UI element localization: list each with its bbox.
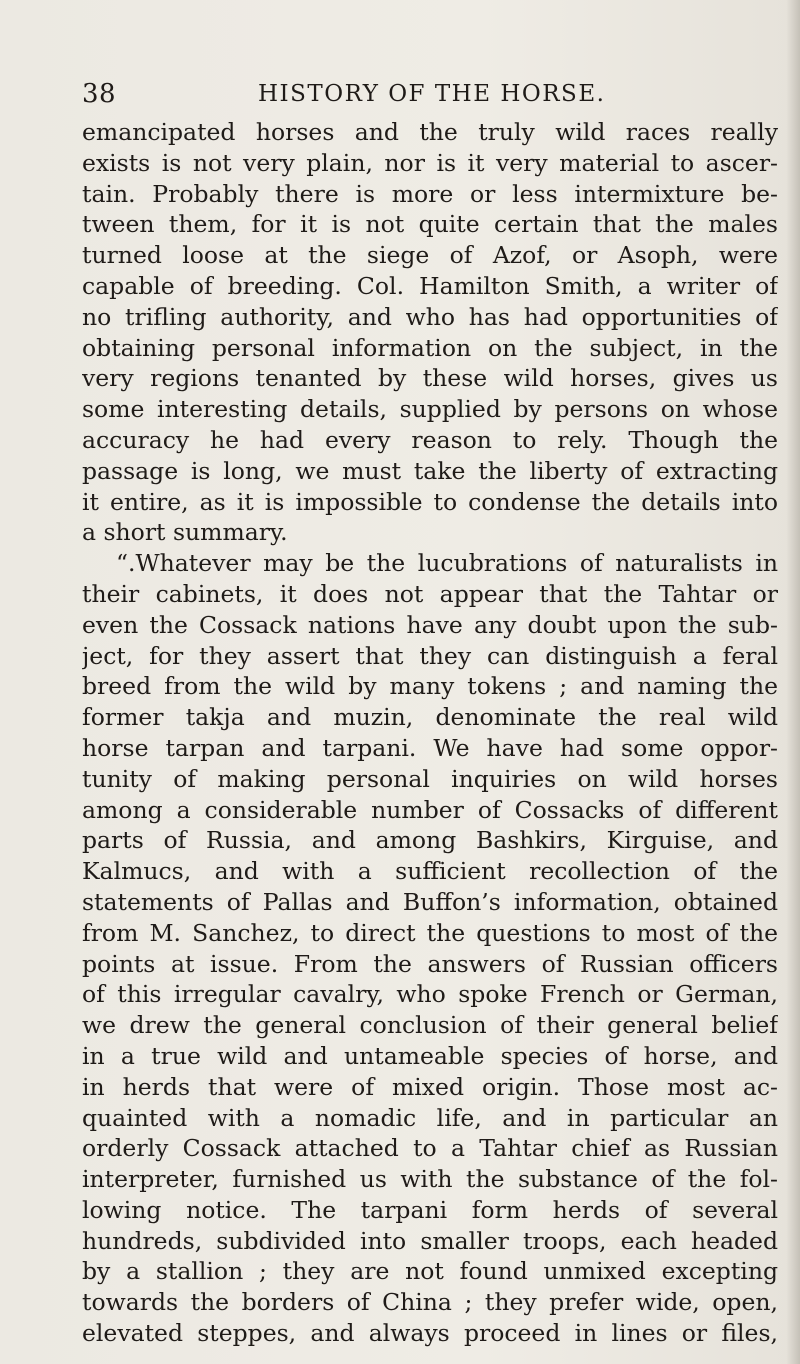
text-line: tain. Probably there is more or less intermixture be- [82,179,778,208]
text-line: tween them, for it is not quite certain that the males [82,210,778,239]
text-line: exists is not very plain, nor is it very material to ascer- [82,148,778,177]
text-line: points at issue. From the answers of Russian officers [82,949,778,978]
body-text [82,117,778,1349]
text-line-paragraph-end: a short summary. [82,518,288,547]
text-line: quainted with a nomadic life, and in particular an [82,1103,778,1132]
text-line: their cabinets, it does not appear that the Tahtar or [82,579,778,608]
running-head: HISTORY OF THE HORSE. [258,81,606,107]
text-line: horse tarpan and tarpani. We have had some oppor- [82,733,778,762]
text-line: hundreds, subdivided into smaller troops, each headed [82,1226,778,1255]
text-line: by a stallion ; they are not found unmixed excepting [82,1257,778,1286]
text-line: from M. Sanchez, to direct the questions to most of the [82,918,778,947]
text-line: elevated steppes, and always proceed in lines or files, [82,1319,778,1348]
page-header [82,76,722,112]
text-line: Kalmucs, and with a sufficient recollection of the [82,857,778,886]
text-line: even the Cossack nations have any doubt upon the sub- [82,610,778,639]
text-line: no trifling authority, and who has had opportunities of [82,302,778,331]
text-line: in herds that were of mixed origin. Those most ac- [82,1072,778,1101]
text-line: accuracy he had every reason to rely. Though the [82,425,778,454]
text-line: turned loose at the siege of Azof, or Asoph, were [82,241,778,270]
text-line: breed from the wild by many tokens ; and naming the [82,672,778,701]
text-line: we drew the general conclusion of their general belief [82,1011,778,1040]
text-line: of this irregular cavalry, who spoke French or German, [82,980,778,1009]
text-line: lowing notice. The tarpani form herds of several [82,1195,778,1224]
text-line: emancipated horses and the truly wild races really [82,118,778,146]
text-line: parts of Russia, and among Bashkirs, Kirguise, and [82,826,778,855]
text-line-paragraph-start: “.Whatever may be the lucubrations of naturalists in [116,549,778,578]
text-line: capable of breeding. Col. Hamilton Smith, a writer of [82,271,778,300]
text-line: orderly Cossack attached to a Tahtar chief as Russian [82,1134,778,1163]
text-line: very regions tenanted by these wild horses, gives us [82,364,778,393]
text-line: statements of Pallas and Buffon’s information, obtained [82,887,778,916]
page-edge-shadow [786,0,800,1364]
text-line: towards the borders of China ; they prefer wide, open, [82,1288,778,1317]
text-line: interpreter, furnished us with the substance of the fol- [82,1165,778,1194]
text-line: ject, for they assert that they can distinguish a feral [82,641,778,670]
text-line: among a considerable number of Cossacks of different [82,795,778,824]
text-line: in a true wild and untameable species of horse, and [82,1041,778,1070]
text-line: tunity of making personal inquiries on wild horses [82,764,778,793]
text-line: former takja and muzin, denominate the real wild [82,703,778,732]
text-line: some interesting details, supplied by persons on whose [82,395,778,424]
text-line: it entire, as it is impossible to condense the details into [82,487,778,516]
text-line: passage is long, we must take the liberty of extracting [82,456,778,485]
page-number: 38 [82,79,117,109]
text-line: obtaining personal information on the subject, in the [82,333,778,362]
